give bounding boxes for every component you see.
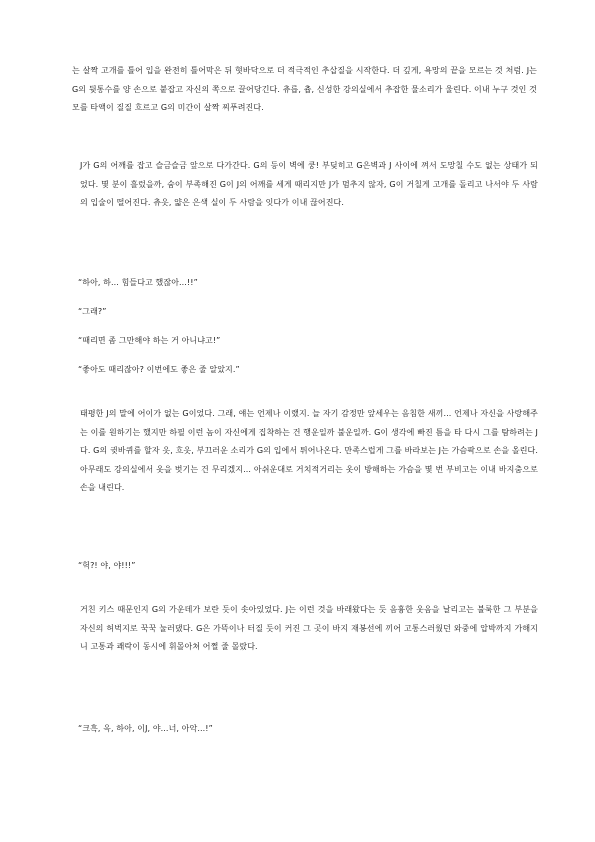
paragraph-1: 는 살짝 고개를 틀어 입을 완전히 틀어막은 뒤 혓바닥으로 더 적극적인 추삽질을 시작한다. 더 깊게, 욕망의 끝을 모르는 것 처럼. J는 G의 뒷통수를 양 손으로 붙잡고 자신의 쪽으로 끌어당긴다. 츄릅, 츕, 신성한 강의실에서 추잡한 물소리가 울린다. 이내 누구 것인 것 모를 타액이 질질 흐르고 G의 미간이 살짝 찌푸려진다.: [72, 66, 537, 112]
paragraph-3: 태평한 J의 말에 어이가 없는 G이었다. 그래, 얘는 언제나 이랬지. 늘 자기 감정만 앞세우는 음침한 새끼... 언제나 자신을 사랑해주는 이를 원하기는 했지만 하필 이런 놈이 자신에게 집착하는 건 행운일까 불운일까. G이 생각에 빠진 틈을 타 다시 그를 탐하려는 J다. G의 귓바퀴를 할자 읏, 흐읏, 부끄러운 소리가 G의 입에서 튀어나온다. 만족스럽게 그를 바라보는 J는 가슴팍으로 손을 올린다. 아무래도 강의실에서 옷을 벗기는 건 무리겠지... 아쉬운대로 거치적거리는 옷이 방해하는 가슴을 몇 번 부비고는 이내 바지춤으로 손을 내린다.: [80, 409, 538, 492]
dialogue-3: “때리면 좀 그만해야 하는 거 아니냐고!”: [78, 336, 221, 345]
paragraph-2: J가 G의 어깨를 잡고 슬금슬금 앞으로 다가간다. G의 등이 벽에 쿵! 부딪히고 G은벽과 J 사이에 껴서 도망칠 수도 없는 상태가 되었다. 몇 분이 흘렀을까, 숨이 부족해진 G이 J의 어깨를 세게 때리지만 J가 멈추지 않자, G이 거칠게 고개를 돌리고 나서야 두 사람의 입술이 떨어진다. 츄읏, 얇은 은색 실이 두 사람을 잇다가 이내 끊어진다.: [80, 161, 538, 207]
paragraph-4: 거친 키스 때문인지 G의 가운데가 보란 듯이 솟아있었다. J는 이런 것을 바래왔다는 듯 음흉한 웃음을 날리고는 불룩한 그 부분을 자신의 허벅지로 꾹꾹 눌러댔다. G은 가뜩이나 터질 듯이 커진 그 곳이 바지 재봉선에 끼어 고통스러웠던 와중에 압박까지 가해지니 고통과 쾌락이 동시에 휘몰아쳐 어쩔 줄 몰랐다.: [80, 605, 538, 651]
dialogue-6: “크흑, 윽, 하아, 이J, 야...너, 아악...!”: [78, 724, 213, 733]
dialogue-5: “헉?! 야, 야!!!”: [78, 561, 136, 570]
dialogue-1: “하아, 하... 힘들다고 했잖아...!!”: [78, 278, 198, 287]
dialogue-4: “좋아도 때리잖아? 이번에도 좋은 줄 알았지.”: [78, 365, 240, 374]
dialogue-2: “그래?”: [78, 307, 107, 316]
